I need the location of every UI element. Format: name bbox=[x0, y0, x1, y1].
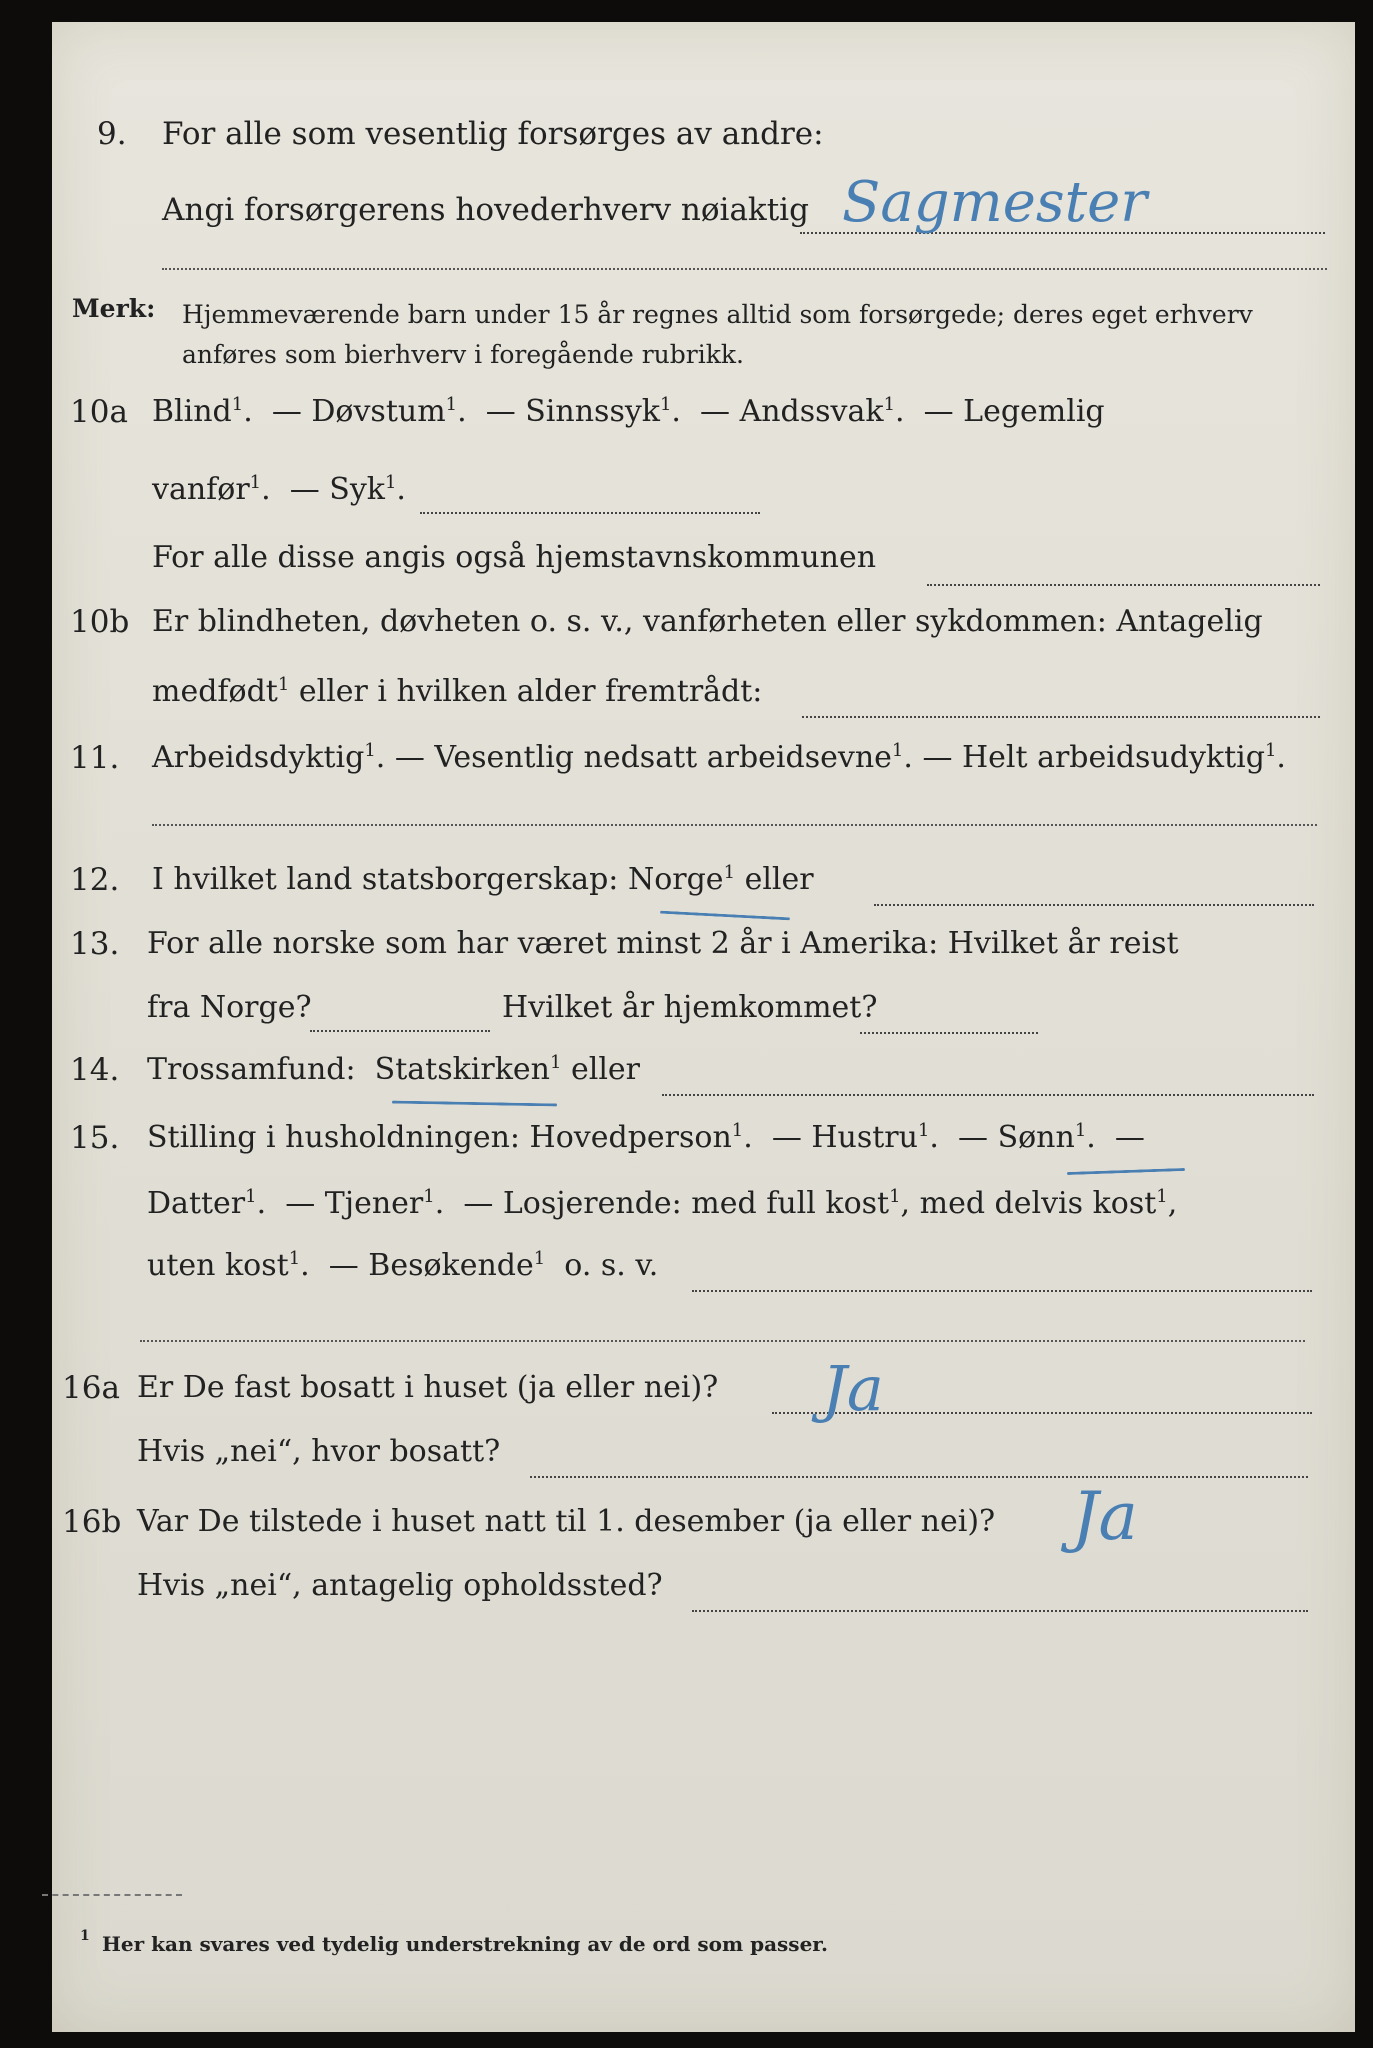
answer-line bbox=[530, 1476, 1308, 1478]
question-10a: 10a Blind$^1$. — Døvstum$^1$. — Sinnssyk$^1$. — Andssvak$^1$. — Legemlig bbox=[70, 394, 1105, 430]
option-eller: eller bbox=[570, 1052, 641, 1087]
question-text: eller i hvilken alder fremtrådt: bbox=[298, 674, 763, 709]
question-number: 13. bbox=[70, 926, 120, 962]
footnote-rule bbox=[42, 1894, 182, 1896]
option-udyktig[interactable]: — Helt arbeidsudyktig bbox=[922, 740, 1265, 775]
question-15-line2: Datter$^1$. — Tjener$^1$. — Losjerende: med full kost$^1$, med delvis kost$^1$, bbox=[147, 1186, 1178, 1221]
answer-line bbox=[310, 1030, 490, 1032]
question-text: Er De fast bosatt i huset (ja eller nei)? bbox=[137, 1370, 719, 1405]
question-15-line3: uten kost$^1$. — Besøkende$^1$ o. s. v. bbox=[52, 1248, 1355, 1308]
question-text: Hvilket år hjemkommet? bbox=[502, 990, 878, 1025]
footnote-ref: 1 bbox=[659, 394, 672, 415]
question-text: o. s. v. bbox=[564, 1248, 659, 1283]
option-dovstum[interactable]: — Døvstum bbox=[271, 394, 446, 429]
answer-line bbox=[927, 584, 1320, 586]
footnote-ref: 1 bbox=[423, 1186, 435, 1207]
footnote-ref: 1 bbox=[1074, 1120, 1087, 1141]
footnote-mark: 1 bbox=[80, 1928, 90, 1944]
answer-line bbox=[662, 1094, 1314, 1096]
question-text: Hvis „nei“, hvor bosatt? bbox=[137, 1434, 501, 1469]
footnote-ref: 1 bbox=[533, 1248, 546, 1269]
question-number: 15. bbox=[70, 1120, 120, 1156]
question-13 bbox=[52, 926, 1355, 986]
question-text: Angi forsørgerens hovederhverv nøiaktig bbox=[162, 192, 809, 228]
answer-line bbox=[140, 1340, 1305, 1342]
footnote-ref: 1 bbox=[883, 394, 896, 415]
comma: , bbox=[1167, 1186, 1178, 1221]
option-full-kost[interactable]: — Losjerende: med full kost bbox=[463, 1186, 890, 1221]
question-16b bbox=[52, 1478, 1355, 1564]
question-number: 10b bbox=[70, 604, 130, 640]
option-tjener[interactable]: — Tjener bbox=[285, 1186, 424, 1221]
note-text: anføres som bierhverv i foregående rubrikk. bbox=[182, 340, 744, 369]
footnote-ref: 1 bbox=[917, 1120, 930, 1141]
option-arbeidsdyktig[interactable]: Arbeidsdyktig bbox=[152, 740, 365, 775]
footnote-ref: 1 bbox=[1156, 1186, 1168, 1207]
question-number: 16b bbox=[62, 1504, 122, 1540]
question-number: 14. bbox=[70, 1052, 120, 1088]
footnote-ref: 1 bbox=[249, 472, 262, 493]
answer-line bbox=[874, 904, 1314, 906]
option-sinnssyk[interactable]: — Sinnssyk bbox=[485, 394, 660, 429]
option-sonn[interactable]: — Sønn bbox=[958, 1120, 1075, 1155]
question-14 bbox=[52, 1052, 1355, 1112]
answer-line bbox=[802, 716, 1320, 718]
option-besokende[interactable]: — Besøkende bbox=[328, 1248, 534, 1283]
question-text: Er blindheten, døvheten o. s. v., vanførheten eller sykdommen: Antagelig bbox=[152, 604, 1263, 639]
question-10b bbox=[52, 604, 1355, 664]
question-text: For alle som vesentlig forsørges av andre: bbox=[162, 116, 824, 152]
option-norge[interactable]: Norge bbox=[627, 862, 724, 897]
question-number: 12. bbox=[70, 862, 120, 898]
option-hustru[interactable]: — Hustru bbox=[771, 1120, 918, 1155]
option-uten-kost[interactable]: uten kost bbox=[147, 1248, 289, 1283]
answer-line bbox=[420, 512, 760, 514]
question-10a-line3 bbox=[52, 540, 1355, 600]
question-10a-line2: vanfør$^1$. — Syk$^1$. bbox=[52, 472, 1355, 532]
option-hovedperson[interactable]: Stilling i husholdningen: Hovedperson bbox=[147, 1120, 732, 1155]
question-text: I hvilket land statsborgerskap: bbox=[152, 862, 619, 897]
note-text: Hjemmeværende barn under 15 år regnes alltid som forsørgede; deres eget erhverv bbox=[182, 300, 1253, 329]
question-number: 9. bbox=[97, 116, 127, 152]
question-text: fra Norge? bbox=[147, 990, 312, 1025]
question-text: Var De tilstede i huset natt til 1. desember (ja eller nei)? bbox=[137, 1504, 996, 1539]
footnote-ref: 1 bbox=[364, 740, 376, 761]
footnote-ref: 1 bbox=[384, 472, 397, 493]
note-label: Merk: bbox=[72, 294, 156, 323]
option-medfodt[interactable]: medfødt bbox=[152, 674, 278, 709]
option-datter[interactable]: Datter bbox=[147, 1186, 246, 1221]
answer-line bbox=[692, 1610, 1308, 1612]
option-vanfor[interactable]: vanfør bbox=[152, 472, 250, 507]
question-text: For alle norske som har været minst 2 år i Amerika: Hvilket år reist bbox=[147, 926, 1179, 961]
option-blind[interactable]: Blind bbox=[152, 394, 232, 429]
footnote-ref: 1 bbox=[731, 1120, 744, 1141]
footnote-ref: 1 bbox=[245, 1186, 257, 1207]
dash: — bbox=[1114, 1120, 1145, 1155]
footnote-ref: 1 bbox=[889, 1186, 901, 1207]
question-11: 11. Arbeidsdyktig$^1$. — Vesentlig nedsatt arbeidsevne$^1$. — Helt arbeidsudyktig$^1$. bbox=[70, 740, 1286, 776]
footnote-ref: 1 bbox=[231, 394, 244, 415]
question-15: 15. Stilling i husholdningen: Hovedperson$^1$. — Hustru$^1$. — Sønn$^1$. — bbox=[70, 1120, 1145, 1156]
census-form-page bbox=[52, 22, 1355, 2032]
question-number: 16a bbox=[62, 1370, 120, 1406]
footnote-ref: 1 bbox=[891, 740, 904, 761]
footnote-ref: 1 bbox=[445, 394, 458, 415]
question-16b-line2 bbox=[52, 1568, 1355, 1628]
handwritten-answer: Ja bbox=[1072, 1478, 1138, 1555]
question-9 bbox=[52, 116, 1355, 176]
answer-line bbox=[162, 268, 1327, 270]
question-9-sub bbox=[52, 170, 1355, 252]
question-text: Hvis „nei“, antagelig opholdssted? bbox=[137, 1568, 663, 1603]
handwritten-answer: Sagmester bbox=[842, 170, 1147, 235]
footnote-ref: 1 bbox=[549, 1052, 562, 1073]
answer-line bbox=[692, 1290, 1312, 1292]
answer-line bbox=[152, 824, 1317, 826]
question-16a bbox=[52, 1352, 1355, 1430]
question-10b-line2 bbox=[52, 674, 1355, 734]
option-eller: eller bbox=[744, 862, 814, 897]
footnote-text: Her kan svares ved tydelig understrekning av de ord som passer. bbox=[102, 1932, 828, 1956]
footnote-ref: 1 bbox=[1264, 740, 1277, 761]
handwritten-answer: Ja bbox=[822, 1352, 884, 1425]
footnote-ref: 1 bbox=[723, 862, 736, 883]
option-nedsatt[interactable]: — Vesentlig nedsatt arbeidsevne bbox=[394, 740, 892, 775]
option-delvis-kost[interactable]: , med delvis kost bbox=[900, 1186, 1157, 1221]
option-syk[interactable]: — Syk bbox=[289, 472, 385, 507]
question-number: 10a bbox=[70, 394, 128, 430]
footnote-ref: 1 bbox=[277, 674, 290, 695]
question-16a-line2 bbox=[52, 1434, 1355, 1494]
footnote-ref: 1 bbox=[288, 1248, 301, 1269]
question-13-line2 bbox=[52, 990, 1355, 1050]
option-legemlig[interactable]: — Legemlig bbox=[923, 394, 1105, 429]
option-andssvak[interactable]: — Andssvak bbox=[700, 394, 884, 429]
question-number: 11. bbox=[70, 740, 120, 776]
question-text: Trossamfund: bbox=[147, 1052, 356, 1087]
question-text: For alle disse angis også hjemstavnskommunen bbox=[152, 540, 877, 575]
answer-line bbox=[860, 1032, 1038, 1034]
option-statskirken[interactable]: Statskirken bbox=[374, 1052, 550, 1087]
